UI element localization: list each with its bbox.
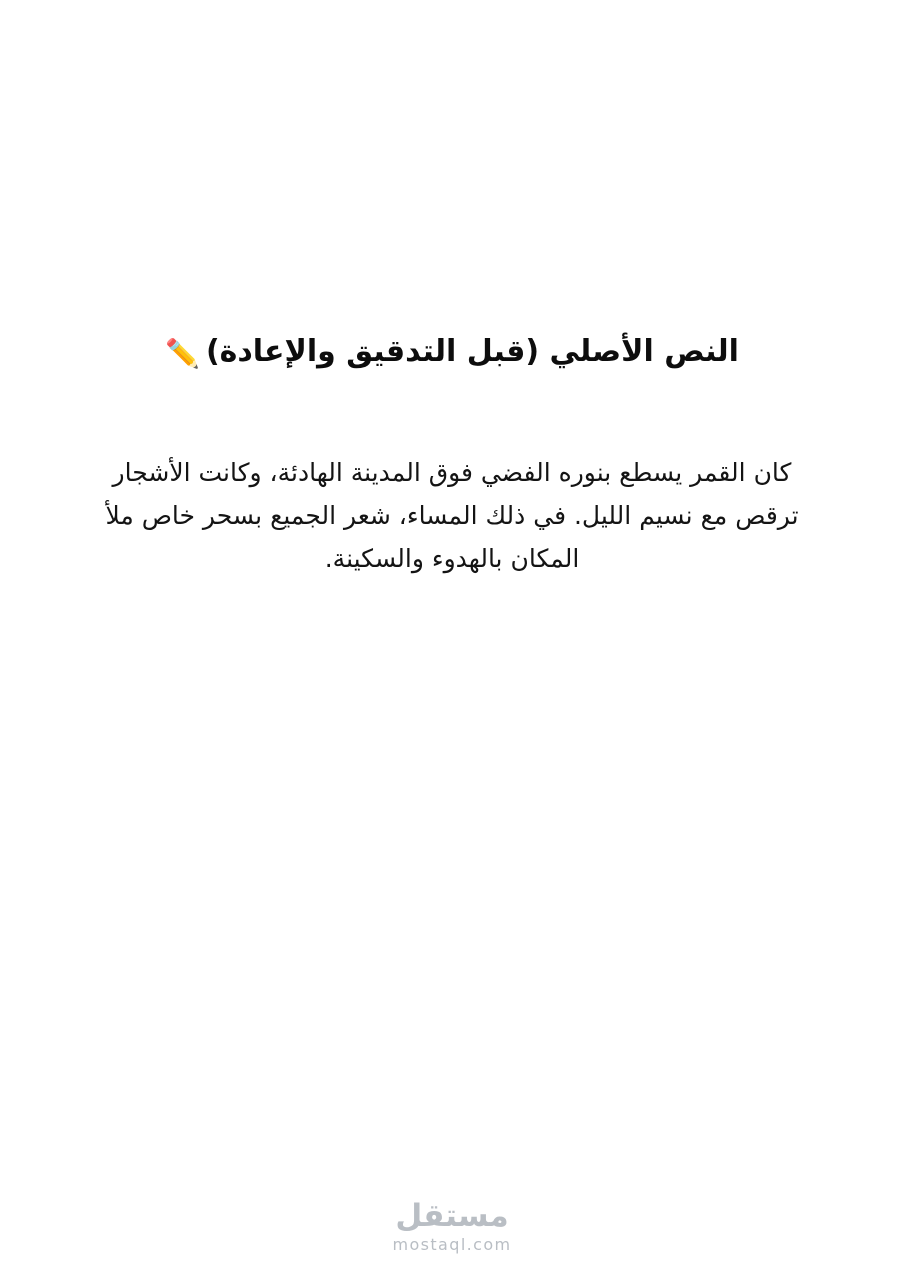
- watermark-url: mostaql.com: [392, 1235, 512, 1254]
- watermark: [0, 1199, 904, 1254]
- watermark-logo: مستقل: [395, 1197, 509, 1234]
- page-title-text: النص الأصلي (قبل التدقيق والإعادة): [205, 334, 739, 369]
- page-title: [84, 0, 820, 373]
- body-paragraph: كان القمر يسطع بنوره الفضي فوق المدينة الهادئة، وكانت الأشجار ترقص مع نسيم الليل. في ذلك المساء، شعر الجميع بسحر خاص ملأ المكان بالهدوء والسكينة.: [105, 457, 799, 573]
- document-content: [0, 0, 904, 580]
- pencil-icon: ✏️: [165, 337, 200, 370]
